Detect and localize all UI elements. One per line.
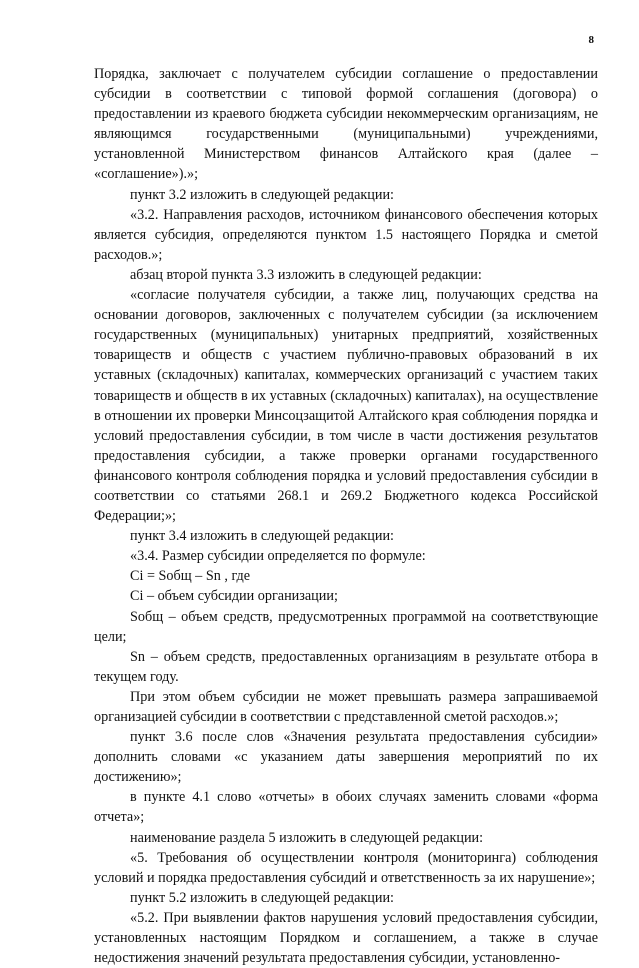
paragraph: Sn – объем средств, предоставленных организациям в результате отбора в текущем году. [94,648,598,685]
paragraph: пункт 3.6 после слов «Значения результата предоставления субсидии» дополнить словами «с указанием даты завершения мероприятий по их достижению»; [94,729,598,786]
paragraph: «3.4. Размер субсидии определяется по формуле: [130,548,426,565]
paragraph: абзац второй пункта 3.3 изложить в следующей редакции: [130,266,482,283]
document-body [94,64,598,968]
paragraph: пункт 3.4 изложить в следующей редакции: [130,528,394,545]
paragraph: Ci – объем субсидии организации; [130,588,338,605]
paragraph: Sобщ – объем средств, предусмотренных программой на соответствующие цели; [94,608,598,645]
page-number: 8 [588,34,594,46]
paragraph: При этом объем субсидии не может превышать размера запрашиваемой организацией субсидии в соответствии с представленной сметой расходов.»; [94,688,598,725]
paragraph: в пункте 4.1 слово «отчеты» в обоих случаях заменить словами «форма отчета»; [94,789,598,826]
paragraph: «5.2. При выявлении фактов нарушения условий предоставления субсидии, установленных настоящим Порядком и соглашением, а также в случае недостижения значений результата предоставления субсидии, установленно- [94,909,598,967]
formula-line: Ci = Sобщ – Sn , где [130,568,251,585]
paragraph: наименование раздела 5 изложить в следующей редакции: [130,829,484,846]
paragraph: пункт 5.2 изложить в следующей редакции: [130,889,394,906]
paragraph: пункт 3.2 изложить в следующей редакции: [130,186,394,203]
paragraph: «согласие получателя субсидии, а также лиц, получающих средства на основании договоров, заключенных с получателем субсидии (за исключением государственных (муниципальных) унитарных предприятий, хозяйственных товариществ и обществ с участием публично-правовых образований в их уставных (складочных) капиталах, коммерческих организаций с участием таких товариществ и обществ в их уставных (складочных) капиталах), на осуществление в отношении их проверки Минсоцзащитой Алтайского края соблюдения порядка и условий предоставления субсидии, в том числе в части достижения результатов предоставления субсидии, а также проверки органами государственного финансового контроля соблюдения порядка и условий предоставления субсидии в соответствии со статьями 268.1 и 269.2 Бюджетного кодекса Российской Федерации;»; [94,287,598,525]
paragraph: «3.2. Направления расходов, источником финансового обеспечения которых является субсидия, определяются пунктом 1.5 настоящего Порядка и сметой расходов.»; [94,206,598,263]
paragraph: Порядка, заключает с получателем субсидии соглашение о предоставлении субсидии в соответствии с типовой формой соглашения (договора) о предоставлении из краевого бюджета субсидии некоммерческим организациям, не являющимся государственными (муниципальными) учреждениями, установленной Министерством финансов Алтайского края (далее – «соглашение»).»; [94,66,598,183]
paragraph: «5. Требования об осуществлении контроля (мониторинга) соблюдения условий и порядка предоставления субсидий и ответственность за их нарушение»; [94,849,598,886]
